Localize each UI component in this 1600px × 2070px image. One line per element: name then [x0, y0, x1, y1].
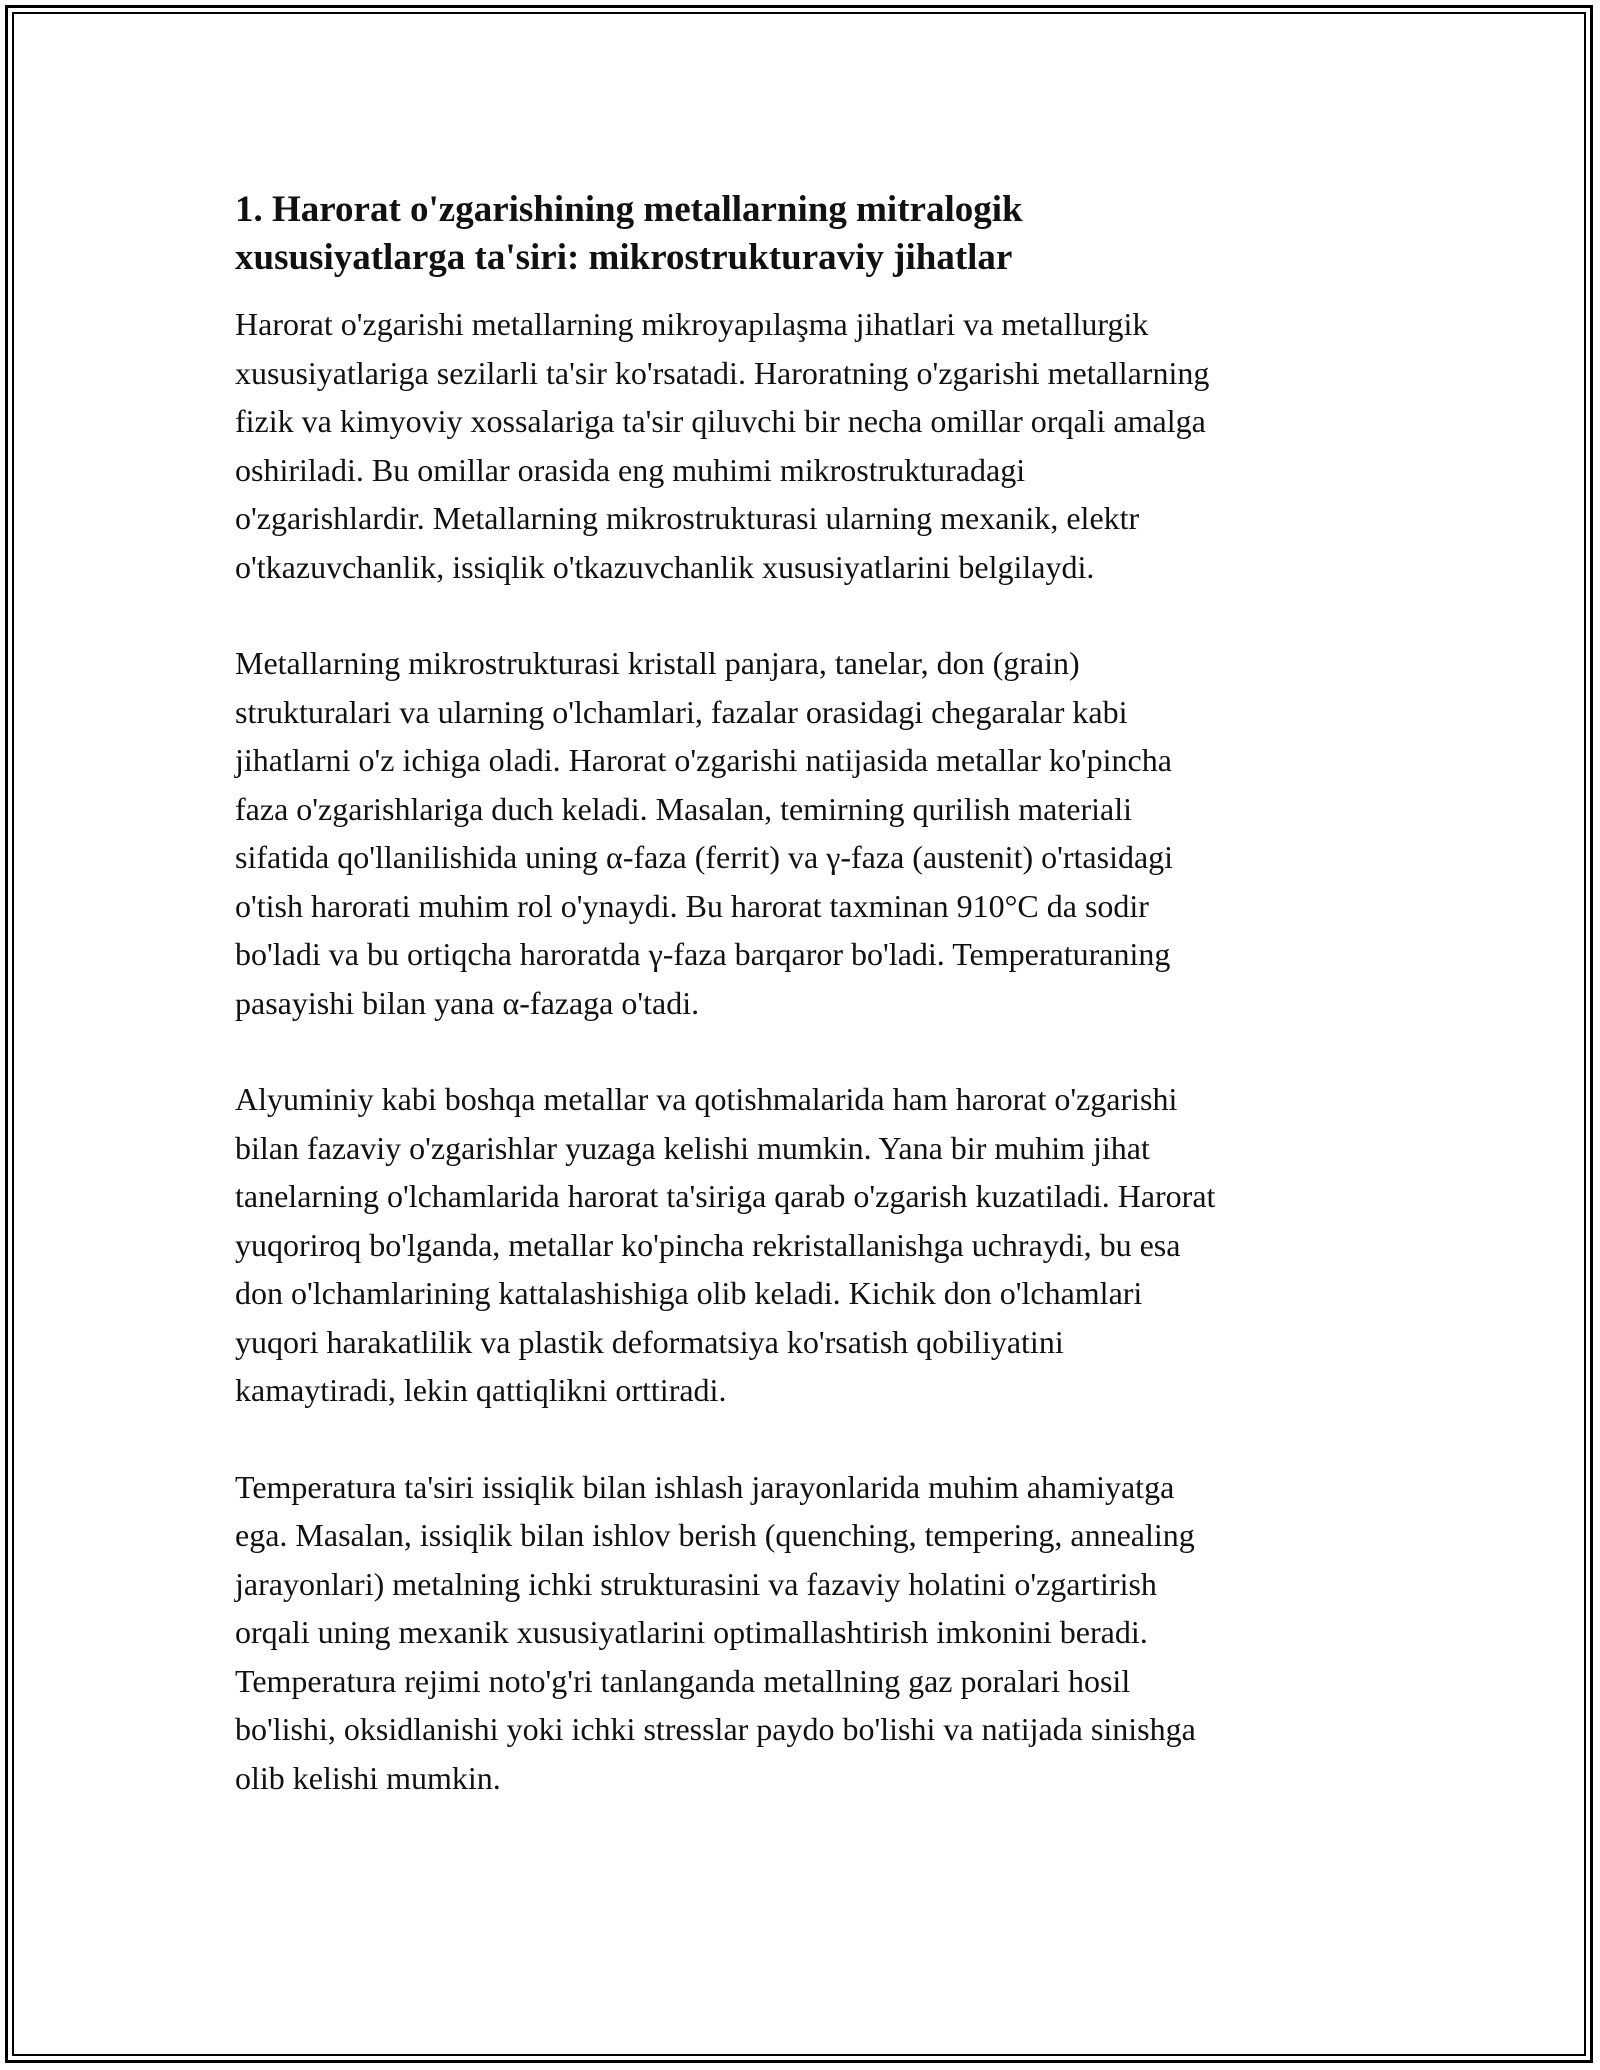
text-line: bo'ladi va bu ortiqcha haroratda γ-faza barqaror bo'ladi. Temperaturaning: [235, 936, 1171, 972]
text-line: orqali uning mexanik xususiyatlarini optimallashtirish imkonini beradi.: [235, 1614, 1148, 1650]
section-heading: [235, 186, 1365, 282]
text-line: xususiyatlariga sezilarli ta'sir ko'rsatadi. Haroratning o'zgarishi metallarning: [235, 354, 1210, 391]
text-line: bilan fazaviy o'zgarishlar yuzaga kelishi mumkin. Yana bir muhim jihat: [235, 1129, 1150, 1166]
text-line: Temperatura ta'siri issiqlik bilan ishlash jarayonlarida muhim ahamiyatga: [235, 1468, 1175, 1505]
paragraph-4: [235, 1463, 1365, 1803]
text-line: fizik va kimyoviy xossalariga ta'sir qiluvchi bir necha omillar orqali amalga: [235, 403, 1206, 439]
text-line: oshiriladi. Bu omillar orasida eng muhimi mikrostrukturadagi: [235, 451, 1026, 488]
text-line: don o'lchamlarining kattalashishiga olib keladi. Kichik don o'lchamlari: [235, 1275, 1143, 1311]
text-line: bo'lishi, oksidlanishi yoki ichki stresslar paydo bo'lishi va natijada sinishga: [235, 1711, 1196, 1747]
text-line: pasayishi bilan yana α-fazaga o'tadi.: [235, 984, 700, 1021]
text-line: yuqoriroq bo'lganda, metallar ko'pincha rekristallanishga uchraydi, bu esa: [235, 1226, 1181, 1263]
text-line: o'tish harorati muhim rol o'ynaydi. Bu harorat taxminan 910°C da sodir: [235, 887, 1149, 924]
text-line: ega. Masalan, issiqlik bilan ishlov berish (quenching, tempering, annealing: [235, 1517, 1195, 1553]
text-line: jarayonlari) metalning ichki strukturasini va fazaviy holatini o'zgartirish: [235, 1565, 1157, 1602]
text-line: jihatlarni o'z ichiga oladi. Harorat o'zgarishi natijasida metallar ko'pincha: [235, 742, 1172, 778]
document-body: [235, 186, 1365, 1850]
paragraph-3: [235, 1075, 1365, 1415]
text-line: olib kelishi mumkin.: [235, 1759, 501, 1796]
text-line: Temperatura rejimi noto'g'ri tanlanganda metallning gaz poralari hosil: [235, 1662, 1131, 1699]
text-line: tanelarning o'lchamlarida harorat ta'siriga qarab o'zgarish kuzatiladi. Harorat: [235, 1178, 1216, 1214]
text-line: Metallarning mikrostrukturasi kristall panjara, tanelar, don (grain): [235, 645, 1080, 681]
heading-line: xususiyatlarga ta'siri: mikrostrukturaviy jihatlar: [235, 237, 1013, 278]
text-line: o'zgarishlardir. Metallarning mikrostrukturasi ularning mexanik, elektr: [235, 500, 1140, 536]
text-line: strukturalari va ularning o'lchamlari, fazalar orasidagi chegaralar kabi: [235, 693, 1128, 730]
text-line: Harorat o'zgarishi metallarning mikroyapılaşma jihatlari va metallurgik: [235, 306, 1149, 342]
text-line: Alyuminiy kabi boshqa metallar va qotishmalarida ham harorat o'zgarishi: [235, 1081, 1178, 1117]
heading-line: 1. Harorat o'zgarishining metallarning mitralogik: [235, 189, 1023, 230]
text-line: kamaytiradi, lekin qattiqlikni orttiradi.: [235, 1372, 727, 1408]
text-line: sifatida qo'llanilishida uning α-faza (ferrit) va γ-faza (austenit) o'rtasidagi: [235, 839, 1174, 875]
text-line: yuqori harakatlilik va plastik deformatsiya ko'rsatish qobiliyatini: [235, 1323, 1064, 1360]
paragraph-2: [235, 639, 1365, 1027]
paragraph-1: [235, 300, 1365, 591]
text-line: faza o'zgarishlariga duch keladi. Masalan, temirning qurilish materiali: [235, 790, 1132, 827]
text-line: o'tkazuvchanlik, issiqlik o'tkazuvchanlik xususiyatlarini belgilaydi.: [235, 548, 1095, 585]
